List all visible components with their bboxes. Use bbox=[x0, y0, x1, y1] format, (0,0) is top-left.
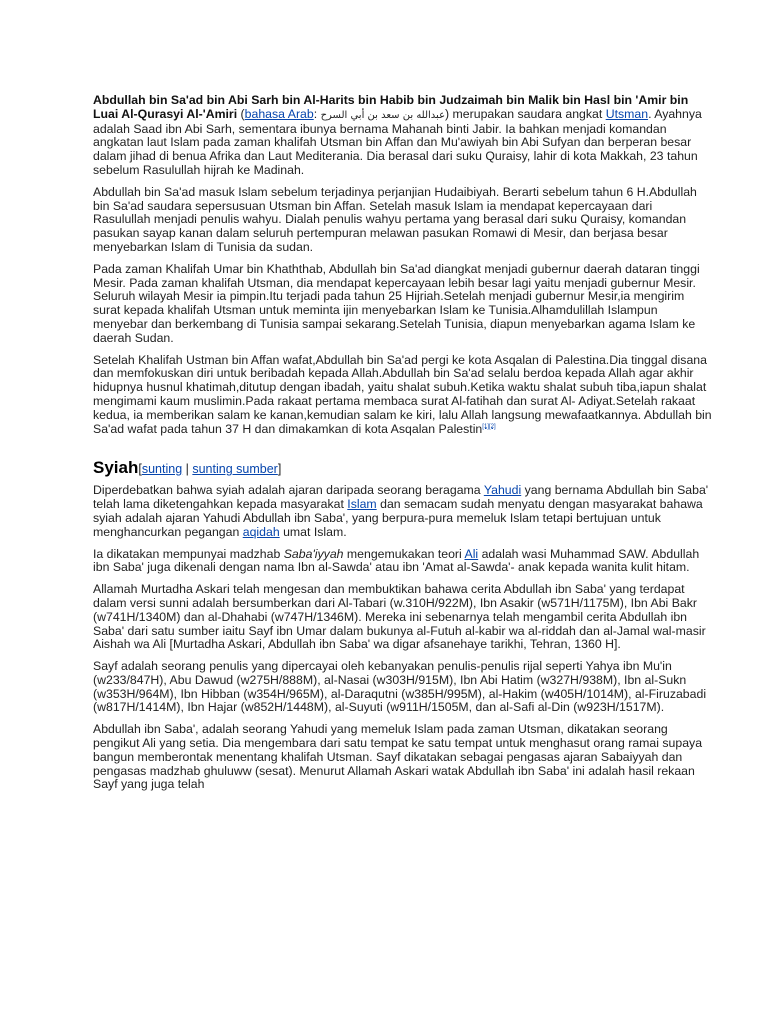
link-ali[interactable]: Ali bbox=[464, 546, 479, 561]
paragraph-sayf: Sayf adalah seorang penulis yang dipercayai oleh kebanyakan penulis-penulis rijal seperti Yahya ibn Mu'in (w233/847H), Abu Dawud (w275H/888M), al-Nasai (w303H/915M), Ibn Abi Hatim (w327H/938M), Ibn al-Sukn (w353H/964M), Ibn Hibban (w354H/965M), al-Daraqutni (w385H/995M), al-Hakim (w405H/1014M), al-Firuzabadi (w817H/1414M), Ibn Hajar (w852H/1448M), al-Suyuti (w911H/1505M, dan al-Safi al-Din (w923H/1517M). bbox=[93, 659, 707, 715]
colon: : bbox=[313, 106, 321, 121]
text-segment: Diperdebatkan bahwa syiah adalah ajaran daripada seorang beragama bbox=[93, 483, 484, 498]
bracket-close: ] bbox=[277, 462, 282, 477]
link-utsman[interactable]: Utsman bbox=[605, 106, 649, 121]
link-aqidah[interactable]: aqidah bbox=[242, 524, 280, 539]
link-yahudi[interactable]: Yahudi bbox=[483, 483, 522, 498]
text-segment: dan semacam sudah menyatu dengan masyarakat bahawa syiah adalah ajaran Yahudi Abdullah ibn Saba', yang berpura-pura memeluk Islam tetapi bertujuan untuk menghancurkan pegangan bbox=[93, 497, 703, 539]
section-heading-syiah bbox=[93, 458, 713, 478]
paragraph-masuk-islam: Abdullah bin Sa'ad masuk Islam sebelum terjadinya perjanjian Hudaibiyah. Berarti sebelum tahun 6 H.Abdullah bin Sa'ad saudara sepersusuan Utsman bin Affan. Setelah masuk Islam ia mendapat kepercayaan dari Rasulullah menjadi penulis wahyu. Dialah penulis wahyu pertama yang berasal dari suku Quraisy, komandan pasukan sayap kanan dalam seluruh pertempuran melawan pasukan Romawi di Mesir, dan berjasa besar menyebarkan Islam di Tunisia da sudan. bbox=[93, 184, 697, 254]
paragraph-murtadha-askari: Allamah Murtadha Askari telah mengesan dan membuktikan bahawa cerita Abdullah ibn Saba' yang terdapat dalam versi sunni adalah bersumberkan dari Al-Tabari (w.310H/922M), Ibn Asakir (w571H/1175M), Ibn Abi Bakr (w741H/1340M) dan al-Dhahabi (w747H/1346M). Mereka ini sebenarnya telah mengambil cerita Abdullah ibn Saba' dari satu sumber iaitu Sayf ibn Umar dalam bukunya al-Futuh al-kabir wa al-riddah dan al-Jamal wal-masir Aishah wa Ali [Murtadha Askari, Abdullah ibn Saba' wa digar afsanehaye tarikhi, Tehran, 1360 H]. bbox=[93, 582, 706, 652]
bracket-open: [ bbox=[138, 462, 142, 477]
wafat-text: Setelah Khalifah Ustman bin Affan wafat,Abdullah bin Sa'ad pergi ke kota Asqalan di Palestina.Dia tinggal disana dan memfokuskan diri untuk beribadah kepada Allah.Abdullah bin Sa'ad selalu berdoa kepada Allah agar akhir hidupnya husnul khatimah,ditutup dengan ibadah, yaitu shalat subuh.Ketika waktu shalat subuh tiba,iapun shalat mengimami kaum muslimin.Pada rakaat pertama membaca surat Al-fatihah dan surat Al- Adiyat.Setelah rakaat kedua, ia memberikan salam ke kanan,kemudian salam ke kiri, lalu Allah langsung mewafaatkannya. Abdullah bin Sa'ad wafat pada tahun 37 H dan dimakamkan di kota Asqalan Palestin bbox=[93, 352, 712, 436]
intro-text-a: ) merupakan saudara angkat bbox=[445, 106, 606, 121]
edit-links bbox=[138, 462, 281, 476]
text-segment: Ia dikatakan mempunyai madzhab bbox=[93, 546, 284, 561]
text-segment: adalah wasi Muhammad SAW. Abdullah ibn Saba' juga dikenali dengan nama Ibn al-Sawda' atau ibn 'Amat al-Sawda'- anak kepada wanita kulit hitam. bbox=[93, 546, 700, 575]
arabic-name: عبدالله بن سعد بن أبي السرح bbox=[320, 109, 446, 121]
paragraph-diperdebatkan bbox=[93, 484, 713, 539]
intro-paragraph bbox=[93, 94, 713, 178]
paragraph-gubernur-mesir: Pada zaman Khalifah Umar bin Khaththab, Abdullah bin Sa'ad diangkat menjadi gubernur daerah dataran tinggi Mesir. Pada zaman khalifah Utsman, dia mendapat kepercayaan lebih besar lagi yaitu menjadi gubernur Mesir. Seluruh wilayah Mesir ia pimpin.Itu terjadi pada tahun 25 Hijriah.Setelah menjadi gubernur Mesir,ia mengirim surat kepada khalifah Utsman untuk meminta ijin menyebarkan Islam ke Tunisia.Alhamdulillah Islampun menyebar dan berkembang di Tunisia sampai sekarang.Setelah Tunisia, diapun menyebarkan agama Islam ke daerah Sudan. bbox=[93, 261, 700, 345]
paragraph-madzhab bbox=[93, 548, 713, 576]
edit-separator: | bbox=[182, 462, 193, 477]
paragraph-abdullah-ibn-saba: Abdullah ibn Saba', adalah seorang Yahudi yang memeluk Islam pada zaman Utsman, dikatakan seorang pengikut Ali yang setia. Dia mengembara dari satu tempat ke satu tempat untuk menghasut orang ramai supaya bangun memberontak menentang khalifah Utsman. Sayf dikatakan sebagai pengasas ajaran Sabaiyyah dan pengasas madzhab ghuluww (sesat). Menurut Allamah Askari watak Abdullah ibn Saba' ini adalah hasil rekaan Sayf yang juga telah bbox=[93, 722, 703, 792]
reference-link[interactable]: [1][2] bbox=[482, 423, 496, 430]
article-body bbox=[93, 94, 713, 800]
paren-open: ( bbox=[237, 106, 245, 121]
link-bahasa-arab[interactable]: bahasa Arab bbox=[244, 106, 314, 121]
text-segment: umat Islam. bbox=[279, 524, 347, 539]
full-name-bold: Abdullah bin Sa'ad bin Abi Sarh bin Al-Harits bin Habib bin Judzaimah bin Malik bin Hasl bin 'Amir bin Luai Al-Qurasyi Al-'Amiri bbox=[93, 93, 689, 121]
text-segment: yang bernama Abdullah bin Saba' telah lama diketengahkan kepada masyarakat bbox=[93, 483, 709, 512]
edit-source-link[interactable]: sunting sumber bbox=[192, 462, 278, 477]
intro-text-b: . Ayahnya adalah Saad ibn Abi Sarh, sementara ibunya bernama Mahanah binti Jabir. Ia bahkan menjadi komandan angkatan laut Islam pada zaman khalifah Utsman bin Affan dan Mu'awiyah bin Abi Sufyan dan berperan besar dalam jihad di benua Afrika dan Laut Mediterania. Dia berasal dari suku Quraisy, lahir di kota Makkah, 23 tahun sebelum Rasulullah hijrah ke Madinah. bbox=[93, 106, 702, 177]
italic-sabaiyyah: Saba'iyyah bbox=[283, 546, 344, 561]
edit-link[interactable]: sunting bbox=[141, 462, 183, 477]
link-islam[interactable]: Islam bbox=[347, 497, 377, 512]
text-segment: mengemukakan teori bbox=[343, 546, 465, 561]
paragraph-wafat bbox=[93, 354, 713, 437]
section-title: Syiah bbox=[93, 458, 139, 478]
